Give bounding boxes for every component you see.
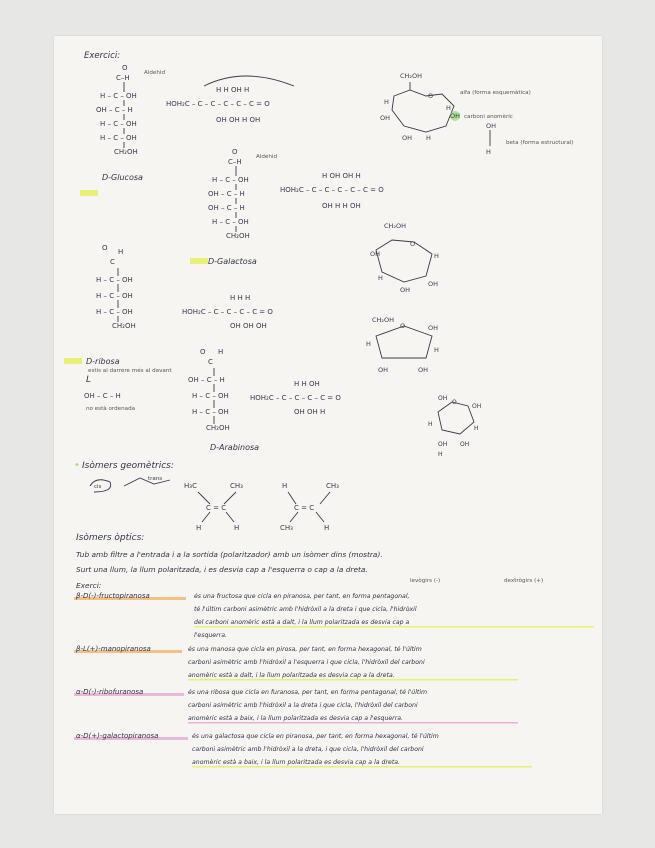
svg-text:OH: OH xyxy=(402,134,413,142)
svg-text:H – C – OH: H – C – OH xyxy=(192,408,229,416)
svg-text:OH: OH xyxy=(370,250,381,258)
levo-label: levògirs (-) xyxy=(410,578,441,584)
carboni-anomeric-note: carboni anomèric xyxy=(464,114,513,120)
exercise-4-line-2: carboni asimètric amb l'hidròxil a la dreta, i que cicla, l'hidròxil del carboni xyxy=(192,746,424,753)
svg-text:OH H H OH: OH H H OH xyxy=(322,202,361,210)
exercise-1-line-3: del carboni anomèric està a dalt, i la llum polaritzada es desvia cap a xyxy=(194,619,410,626)
svg-text:H: H xyxy=(384,98,389,106)
exercise-3-name: α-D(-)-ribofuranosa xyxy=(76,688,144,696)
svg-text:OH: OH xyxy=(438,395,448,402)
svg-text:OH: OH xyxy=(428,280,439,288)
svg-text:H – C – OH: H – C – OH xyxy=(100,92,137,100)
svg-text:H – C – OH: H – C – OH xyxy=(192,392,229,400)
galactose-chain xyxy=(280,172,384,210)
svg-text:CH₂OH: CH₂OH xyxy=(112,322,136,330)
svg-text:trans: trans xyxy=(148,476,163,482)
ribose-fischer xyxy=(96,244,136,330)
svg-text:HOH₂C – C – C – C – C – C = O: HOH₂C – C – C – C – C – C = O xyxy=(166,100,270,108)
svg-text:O: O xyxy=(400,322,406,330)
svg-text:H: H xyxy=(196,524,202,532)
svg-text:CH₃: CH₃ xyxy=(230,482,243,490)
svg-text:H – C – OH: H – C – OH xyxy=(96,276,133,284)
svg-text:C: C xyxy=(110,258,115,266)
svg-text:H – C – OH: H – C – OH xyxy=(96,292,133,300)
exercise-4-name: α-D(+)-galactopiranosa xyxy=(76,732,159,740)
svg-text:OH: OH xyxy=(428,324,439,332)
ribose-ring xyxy=(366,316,439,374)
svg-text:OH OH OH: OH OH OH xyxy=(230,322,267,330)
exercise-3-line-2: carboni asimètric amb l'hidròxil a la dreta i que cicla, l'hidròxil del carboni xyxy=(188,702,418,709)
cis-isomer xyxy=(184,482,243,532)
highlight-mark xyxy=(80,190,98,196)
svg-text:C = C: C = C xyxy=(294,504,315,512)
geometric-sketches xyxy=(90,476,170,492)
svg-text:CH₂OH: CH₂OH xyxy=(372,316,395,324)
l-note: no està ordenada xyxy=(86,406,136,412)
svg-text:H H OH: H H OH xyxy=(294,380,320,388)
svg-text:O: O xyxy=(428,92,434,100)
svg-text:H – C – OH: H – C – OH xyxy=(100,134,137,142)
exercise-1-line-4: l'esquerra. xyxy=(194,632,227,639)
svg-text:OH – C – H: OH – C – H xyxy=(188,376,225,384)
svg-text:OH OH H OH: OH OH H OH xyxy=(216,116,261,124)
optic-line-1: Tub amb filtre a l'entrada i a la sortida (polaritzador) amb un isòmer dins (mostra). xyxy=(76,550,383,559)
aldehid-note-1: Aldehid xyxy=(144,70,166,76)
svg-text:CH₂OH: CH₂OH xyxy=(114,148,138,156)
svg-text:OH: OH xyxy=(418,366,429,374)
exercise-1-line-2: té l'últim carboni asimètric amb l'hidròxil a la dreta i que cicla, l'hidròxil xyxy=(194,606,417,613)
arabinose-chain xyxy=(250,380,341,416)
beta-note: beta (forma estructural) xyxy=(506,140,574,146)
svg-text:H: H xyxy=(434,346,439,354)
svg-text:OH: OH xyxy=(460,441,470,448)
svg-text:OH: OH xyxy=(378,366,389,374)
svg-text:H H OH H: H H OH H xyxy=(216,86,250,94)
exercise-4 xyxy=(74,732,532,768)
svg-text:H: H xyxy=(366,340,371,348)
svg-text:O: O xyxy=(452,399,457,406)
exercise-2-name: β-L(+)-manopiranosa xyxy=(76,645,151,653)
svg-text:OH OH H: OH OH H xyxy=(294,408,326,416)
exercise-4-line-1: és una galactosa que cicla en piranosa, per tant, en forma hexagonal, té l'últim xyxy=(192,733,439,740)
exercise-2-line-1: és una manosa que cicla en pirosa, per tant, en forma hexagonal, té l'últim xyxy=(188,646,422,653)
svg-text:OH: OH xyxy=(486,122,497,130)
svg-text:OH – C – H: OH – C – H xyxy=(208,190,245,198)
svg-text:OH – C – H: OH – C – H xyxy=(208,204,245,212)
exercise-2 xyxy=(74,645,518,681)
svg-text:H – C – OH: H – C – OH xyxy=(212,176,249,184)
exercise-1 xyxy=(74,592,594,639)
svg-text:H: H xyxy=(446,104,451,112)
svg-text:H: H xyxy=(218,348,224,356)
svg-text:OH: OH xyxy=(472,403,482,410)
svg-text:O: O xyxy=(410,240,416,248)
svg-text:H: H xyxy=(428,421,433,428)
exercise-2-line-3: anomèric està a dalt, i la llum polaritzada es desvia cap a la dreta. xyxy=(188,672,395,679)
handwritten-notes xyxy=(54,36,602,814)
exercise-1-line-1: és una fructosa que cicla en piranosa, per tant, en forma pentagonal, xyxy=(194,593,410,600)
svg-text:H: H xyxy=(118,248,124,256)
svg-text:HOH₂C – C – C – C – C = O: HOH₂C – C – C – C – C = O xyxy=(182,308,273,316)
svg-text:H: H xyxy=(486,148,491,156)
svg-text:CH₂OH: CH₂OH xyxy=(400,72,423,80)
svg-text:OH: OH xyxy=(400,286,411,294)
ribose-chain xyxy=(182,294,273,330)
svg-text:H: H xyxy=(426,134,431,142)
svg-text:O: O xyxy=(122,64,128,72)
optic-title: Isòmers òptics: xyxy=(76,533,145,543)
exercise-1-name: β-D(-)-fructopiranosa xyxy=(76,592,150,600)
exercise-2-line-2: carboni asimètric amb l'hidròxil a l'esquerra i que cicla, l'hidròxil del carboni xyxy=(188,659,425,666)
svg-text:OH – C – H: OH – C – H xyxy=(96,106,133,114)
exercise-subheading: Exerci: xyxy=(76,581,102,590)
svg-text:CH₂OH: CH₂OH xyxy=(226,232,250,240)
arabinose-ring xyxy=(428,395,481,458)
galactose-ring xyxy=(370,222,439,294)
glucosa-label: D-Glucosa xyxy=(102,173,143,182)
dextro-label: dextrògirs (+) xyxy=(504,578,544,584)
svg-text:CH₂OH: CH₂OH xyxy=(384,222,407,230)
svg-text:OH: OH xyxy=(450,112,461,120)
highlight-mark xyxy=(64,358,82,364)
glucose-fischer xyxy=(96,64,138,156)
ribosa-label: D-ribosa xyxy=(86,357,120,366)
geometric-title: Isòmers geomètrics: xyxy=(82,461,174,471)
svg-text:C = C: C = C xyxy=(206,504,227,512)
svg-text:H: H xyxy=(378,274,383,282)
svg-text:OH: OH xyxy=(380,114,391,122)
highlight-mark xyxy=(190,258,208,264)
ribosa-note: estis al darrere més al davant xyxy=(88,368,172,374)
svg-text:H: H xyxy=(234,524,240,532)
exercise-4-line-3: anomèric està a baix, i la llum polaritzada es desvia cap a la dreta. xyxy=(192,759,401,766)
trans-isomer xyxy=(280,482,339,532)
exercise-3-line-3: anomèric està a baix, i la llum polaritzada es desvia cap a l'esquerra. xyxy=(188,715,404,722)
svg-text:O: O xyxy=(102,244,108,252)
svg-text:H – C – OH: H – C – OH xyxy=(212,218,249,226)
exercise-heading: Exercici: xyxy=(84,51,121,61)
aldehid-note-2: Aldehid xyxy=(256,154,278,160)
l-structure: OH – C – H xyxy=(84,392,121,400)
svg-text:OH: OH xyxy=(438,441,448,448)
optic-line-2: Surt una llum, la llum polaritzada, i es desvia cap a l'esquerra o cap a la dreta. xyxy=(76,565,368,574)
svg-text:H: H xyxy=(324,524,330,532)
svg-text:C–H: C–H xyxy=(116,74,130,82)
svg-text:H OH OH H: H OH OH H xyxy=(322,172,361,180)
svg-text:O: O xyxy=(232,148,238,156)
svg-text:CH₂OH: CH₂OH xyxy=(206,424,230,432)
arabinose-fischer xyxy=(188,348,230,432)
svg-text:HOH₂C – C – C – C – C – C = O: HOH₂C – C – C – C – C – C = O xyxy=(280,186,384,194)
svg-text:cis: cis xyxy=(94,484,102,490)
svg-text:C–H: C–H xyxy=(228,158,242,166)
svg-text:H: H xyxy=(474,425,479,432)
svg-text:CH₃: CH₃ xyxy=(280,524,293,532)
svg-text:C: C xyxy=(208,358,213,366)
alpha-note: alfa (forma esquemàtica) xyxy=(460,90,531,96)
svg-text:H H H: H H H xyxy=(230,294,251,302)
svg-text:H: H xyxy=(438,451,443,458)
l-letter: L xyxy=(86,375,92,385)
svg-text:O: O xyxy=(200,348,206,356)
svg-text:HOH₂C – C – C – C – C = O: HOH₂C – C – C – C – C = O xyxy=(250,394,341,402)
arabinosa-label: D-Arabinosa xyxy=(210,443,260,452)
svg-text:H: H xyxy=(282,482,288,490)
svg-text:H: H xyxy=(434,252,439,260)
svg-text:H – C – OH: H – C – OH xyxy=(100,120,137,128)
exercise-3 xyxy=(74,688,518,724)
galactosa-label: D-Galactosa xyxy=(208,257,257,266)
galactose-fischer xyxy=(208,148,250,240)
geometric-bullet: • xyxy=(74,460,80,471)
notebook-page xyxy=(54,36,602,814)
svg-text:H – C – OH: H – C – OH xyxy=(96,308,133,316)
svg-text:H₃C: H₃C xyxy=(184,482,197,490)
glucose-chain xyxy=(166,76,294,124)
exercise-3-line-1: és una ribosa que cicla en furanosa, per tant, en forma pentagonal, té l'últim xyxy=(188,689,428,696)
svg-text:CH₃: CH₃ xyxy=(326,482,339,490)
